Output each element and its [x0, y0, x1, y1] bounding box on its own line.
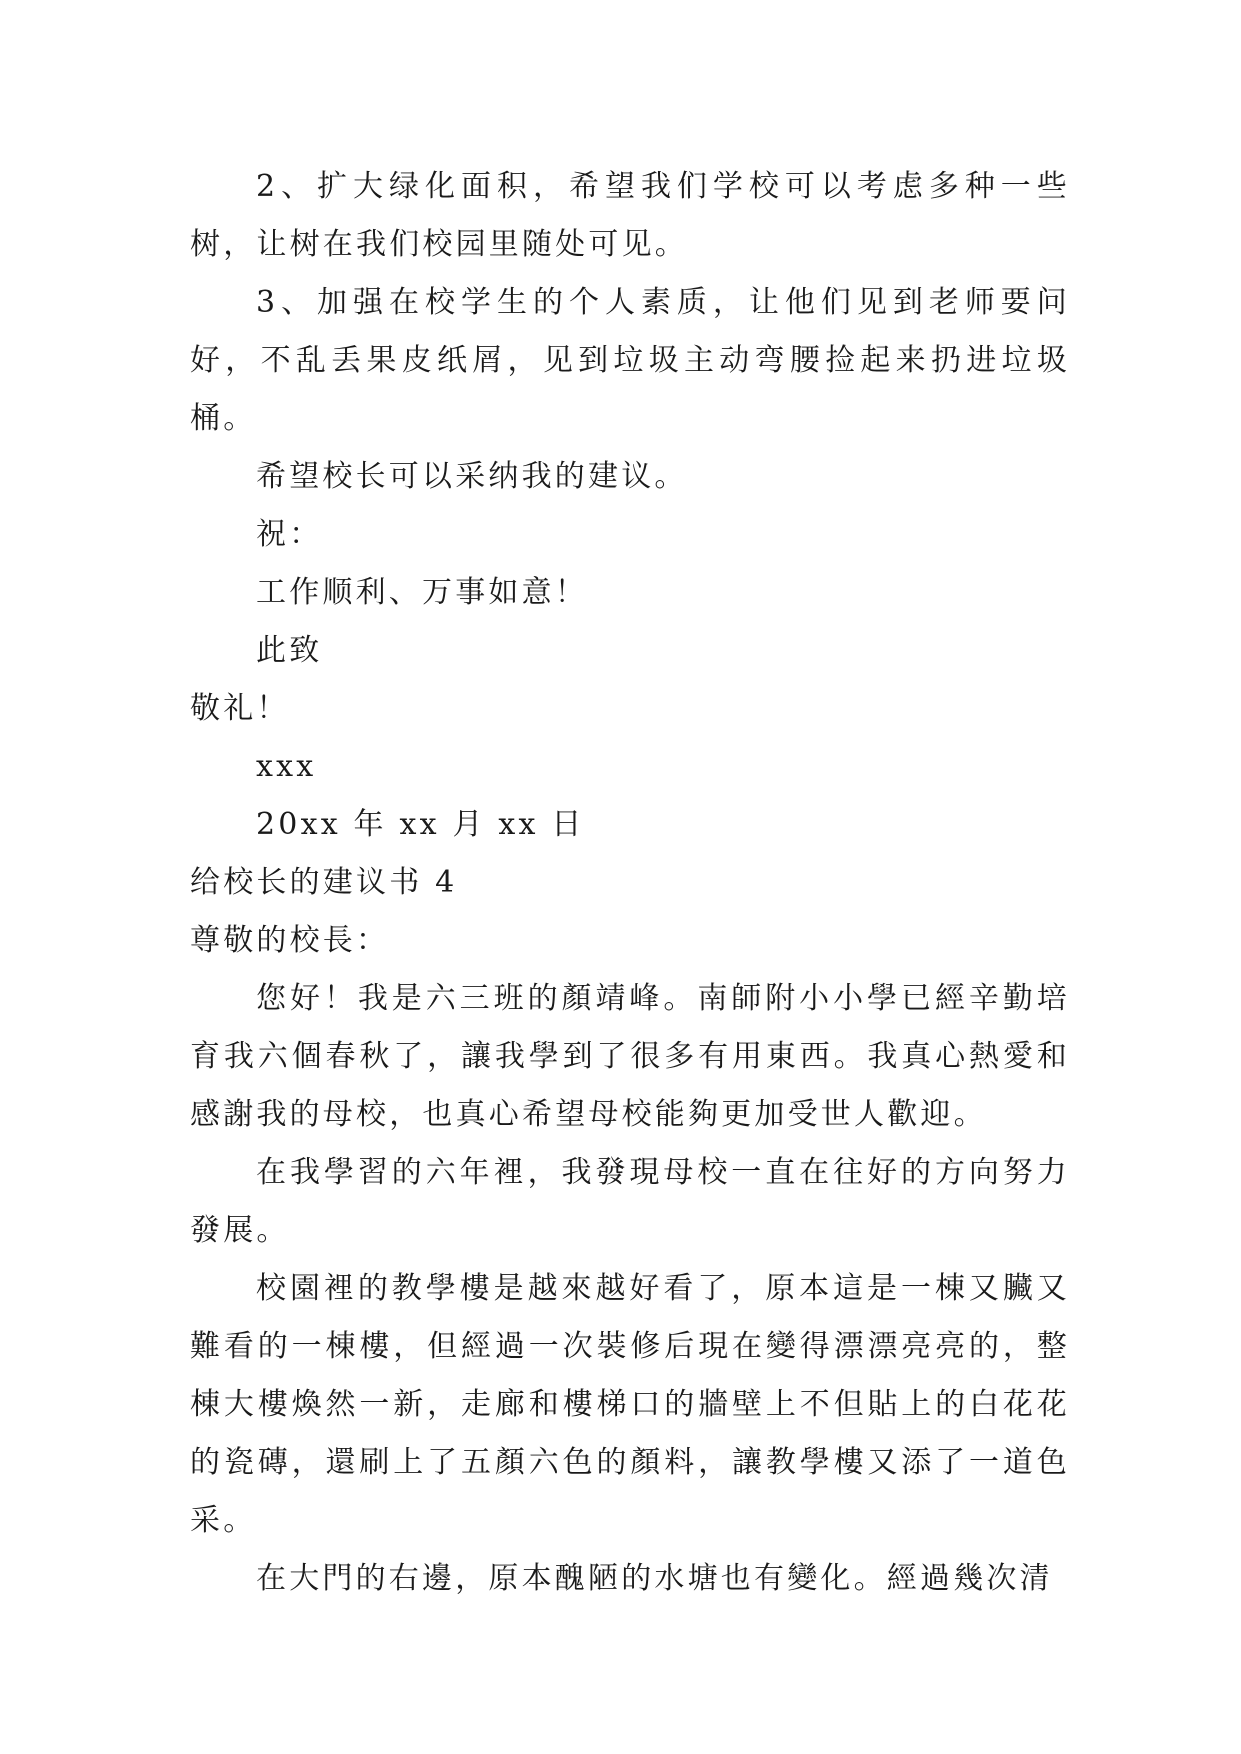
paragraph-pond: 在大門的右邊，原本醜陋的水塘也有變化。經過幾次清	[256, 1561, 1053, 1596]
paragraph-closing: 此致	[256, 633, 323, 668]
paragraph-development: 在我學習的六年裡，我發現母校一直在往好的方向努力發展。	[190, 1155, 1070, 1248]
salutation: 尊敬的校長：	[190, 923, 390, 958]
paragraph-suggestion-3: 3、加强在校学生的个人素质，让他们见到老师要问好，不乱丢果皮纸屑，见到垃圾主动弯腰捡起来扔进垃圾桶。	[190, 285, 1070, 436]
section-title: 给校长的建议书 4	[190, 865, 458, 900]
paragraph-wish: 祝：	[256, 517, 323, 552]
paragraph-suggestion-2: 2、扩大绿化面积，希望我们学校可以考虑多种一些树，让树在我们校园里随处可见。	[190, 169, 1070, 262]
paragraph-salute: 敬礼！	[190, 691, 290, 726]
paragraph-building: 校園裡的教學樓是越來越好看了，原本這是一棟又臟又難看的一棟樓，但經過一次裝修后現在變得漂漂亮亮的，整棟大樓煥然一新，走廊和樓梯口的牆壁上不但貼上的白花花的瓷磚，還刷上了五顏六色的顏料，讓教學樓又添了一道色采。	[190, 1271, 1070, 1538]
paragraph-hope: 希望校长可以采纳我的建议。	[256, 459, 688, 494]
paragraph-greeting: 您好！我是六三班的顏靖峰。南師附小小學已經辛勤培育我六個春秋了，讓我學到了很多有用東西。我真心熱愛和感謝我的母校，也真心希望母校能夠更加受世人歡迎。	[190, 981, 1070, 1132]
paragraph-blessing: 工作顺利、万事如意！	[256, 575, 588, 610]
signature-name: xxx	[256, 749, 317, 784]
document-body	[190, 158, 1070, 1608]
signature-date: 20xx 年 xx 月 xx 日	[256, 807, 585, 842]
